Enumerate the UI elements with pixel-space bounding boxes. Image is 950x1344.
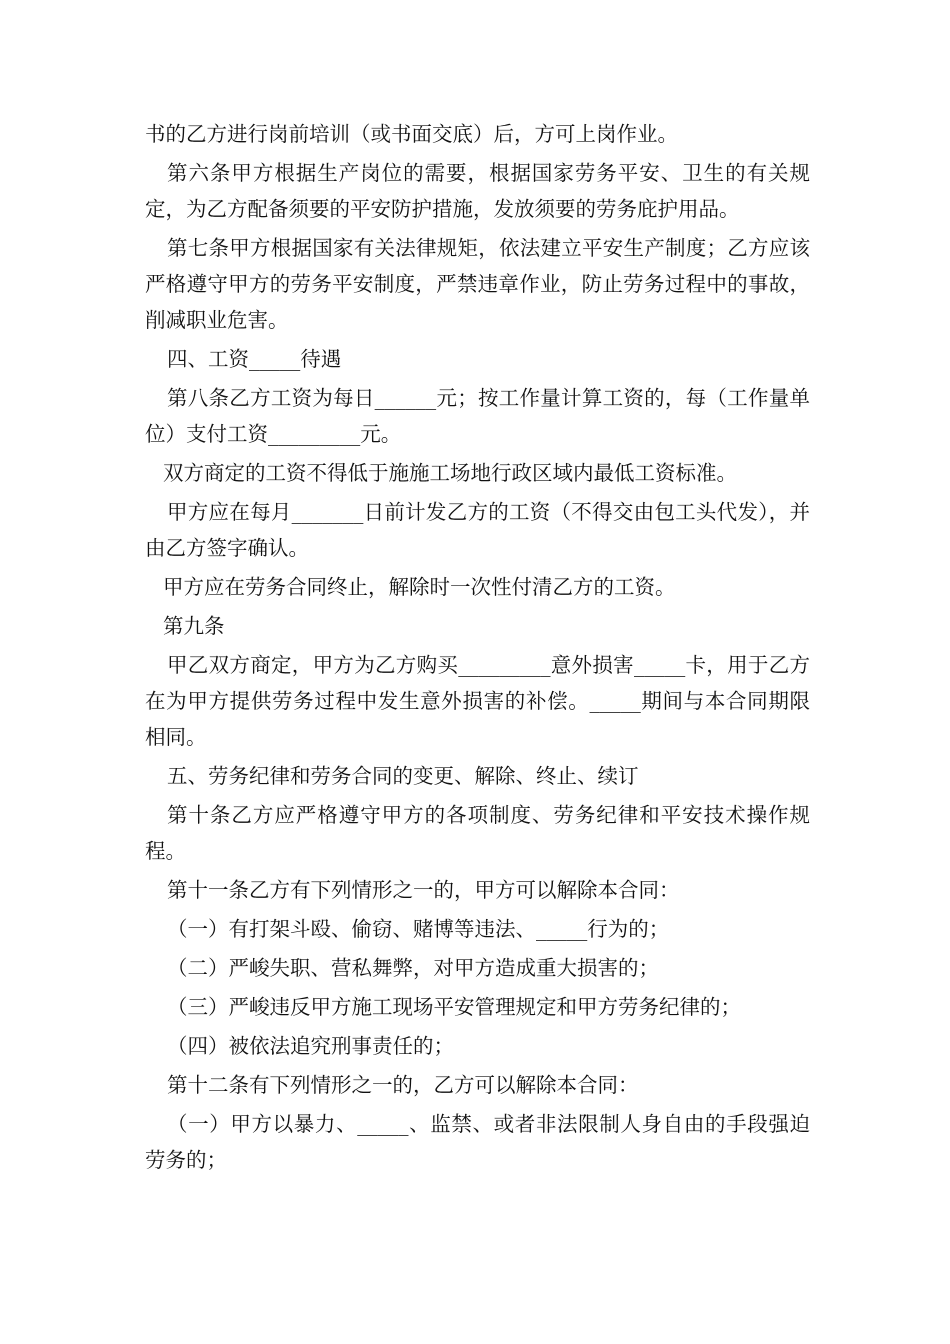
document-page [145,116,810,1181]
paragraph-article-9-title: 第九条 [163,614,225,638]
list-item-11-2: （二）严峻失职、营私舞弊，对甲方造成重大损害的； [167,956,659,980]
list-item-11-1: （一）有打架斗殴、偷窃、赌博等违法、_____行为的； [167,917,670,941]
section-heading-wages: 四、工资_____待遇 [167,347,342,371]
paragraph-minimum-wage: 双方商定的工资不得低于施施工场地行政区域内最低工资标准。 [163,461,737,485]
list-item-11-3: （三）严峻违反甲方施工现场平安管理规定和甲方劳务纪律的； [167,995,741,1019]
paragraph-continuation: 书的乙方进行岗前培训（或书面交底）后，方可上岗作业。 [145,122,678,146]
paragraph-article-12: 第十二条有下列情形之一的，乙方可以解除本合同： [167,1073,639,1097]
paragraph-final-payment: 甲方应在劳务合同终止，解除时一次性付清乙方的工资。 [163,575,676,599]
paragraph-article-8: 第八条乙方工资为每日______元；按工作量计算工资的，每（工作量单位）支付工资_________元。 [145,386,810,446]
paragraph-article-6: 第六条甲方根据生产岗位的需要，根据国家劳务平安、卫生的有关规定，为乙方配备须要的平安防护措施，发放须要的劳务庇护用品。 [145,161,810,221]
list-item-11-4: （四）被依法追究刑事责任的； [167,1034,454,1058]
paragraph-article-7: 第七条甲方根据国家有关法律规矩，依法建立平安生产制度；乙方应该严格遵守甲方的劳务平安制度，严禁违章作业，防止劳务过程中的事故，削减职业危害。 [145,236,810,332]
paragraph-article-9: 甲乙双方商定，甲方为乙方购买_________意外损害_____卡，用于乙方在为甲方提供劳务过程中发生意外损害的补偿。_____期间与本合同期限相同。 [145,653,810,749]
paragraph-monthly-payment: 甲方应在每月_______日前计发乙方的工资（不得交由包工头代发），并由乙方签字确认。 [145,500,810,560]
list-item-12-1: （一）甲方以暴力、_____、监禁、或者非法限制人身自由的手段强迫劳务的； [145,1112,810,1172]
section-heading-discipline: 五、劳务纪律和劳务合同的变更、解除、终止、续订 [167,764,639,788]
paragraph-article-10: 第十条乙方应严格遵守甲方的各项制度、劳务纪律和平安技术操作规程。 [145,803,810,863]
paragraph-article-11: 第十一条乙方有下列情形之一的，甲方可以解除本合同： [167,878,680,902]
